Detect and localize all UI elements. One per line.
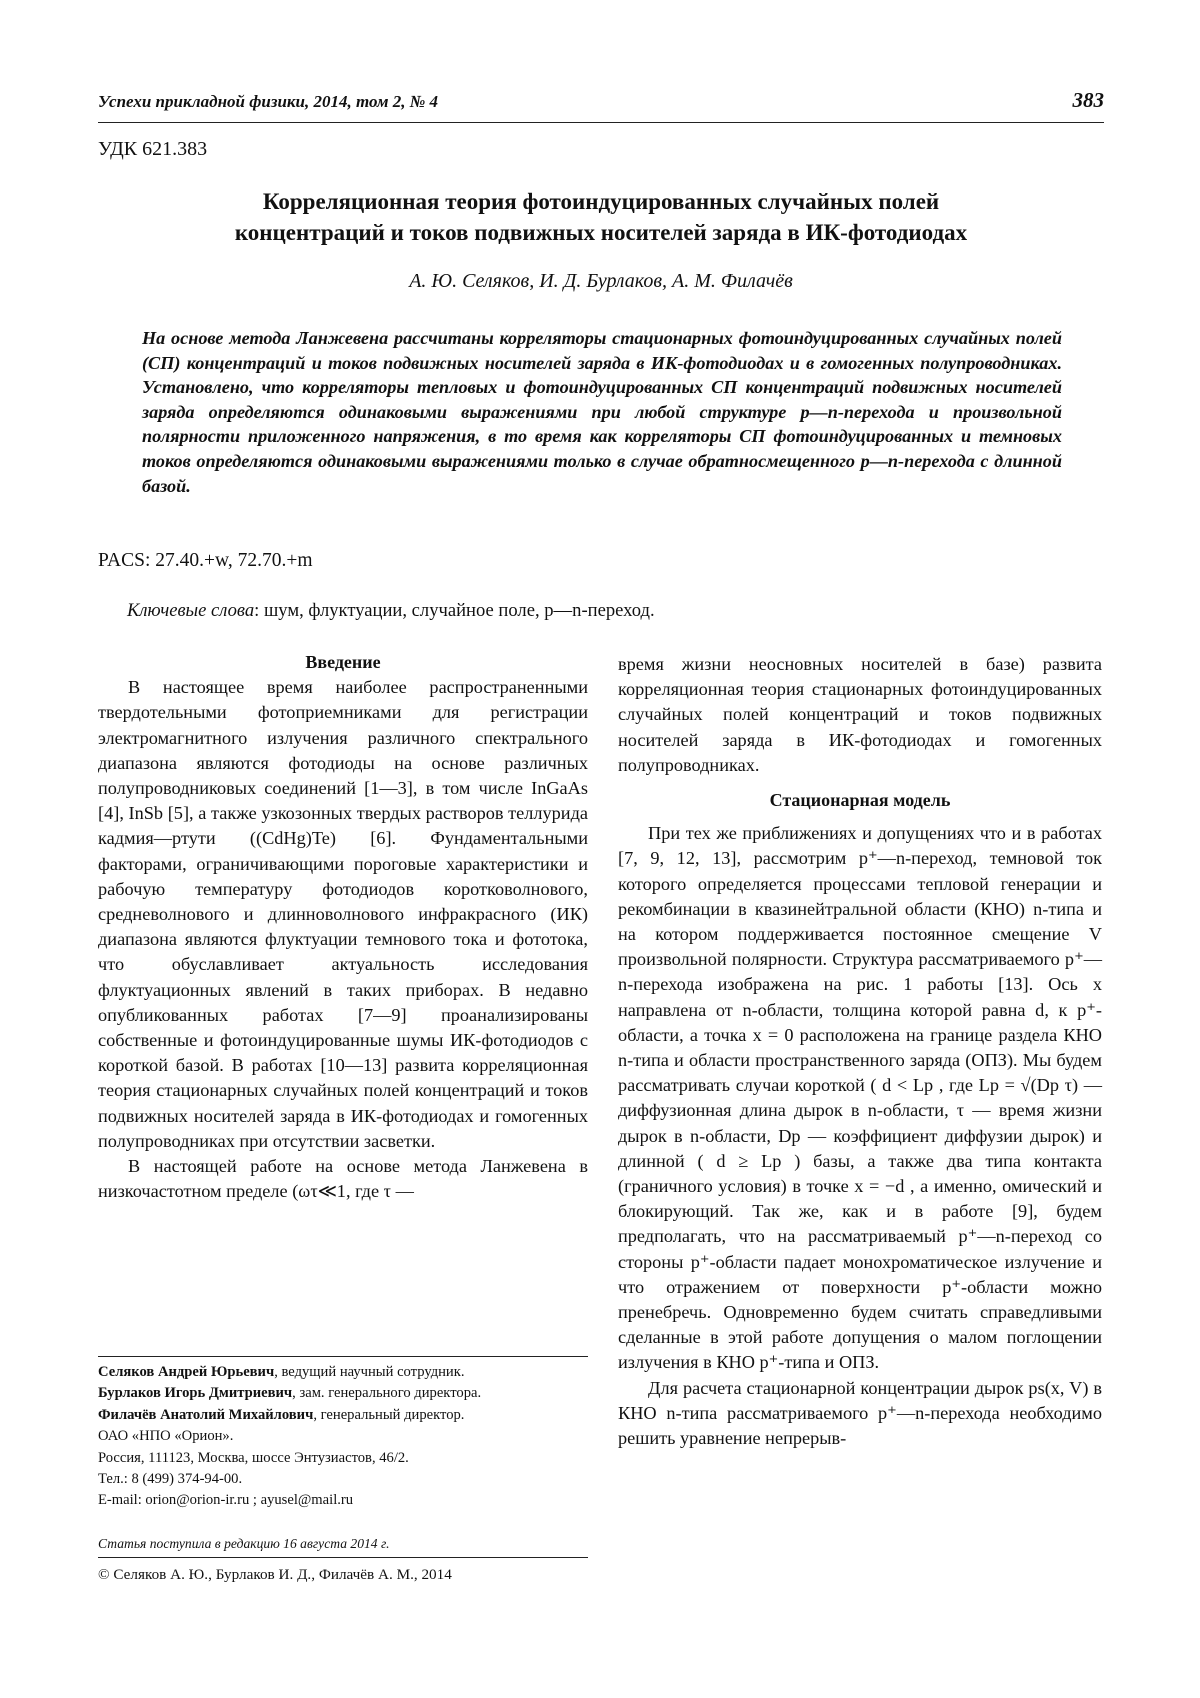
abstract [142, 326, 1062, 498]
author-1-name: Селяков Андрей Юрьевич [98, 1364, 275, 1380]
author-footnote [98, 1362, 598, 1512]
keywords-text: : шум, флуктуации, случайное поле, p—n-переход. [254, 600, 655, 621]
author-2-name: Бурлаков Игорь Дмитриевич [98, 1385, 293, 1402]
pacs-codes: PACS: 27.40.+w, 72.70.+m [98, 550, 313, 571]
article-title [98, 186, 1104, 248]
footnote-author-3 [98, 1405, 598, 1426]
footnote-email: E-mail: orion@orion-ir.ru ; ayusel@mail.ru [98, 1492, 354, 1509]
footnote-organization: ОАО «НПО «Орион». [98, 1428, 234, 1445]
author-3-role: , генеральный директор. [313, 1406, 465, 1423]
section-title-introduction: Введение [305, 652, 381, 672]
model-paragraph-1: При тех же приближениях и допущениях что и в работах [7, 9, 12, 13], рассмотрим p⁺—n-переход, темновой ток которого определяется процессами тепловой генерации и рекомбинации в квазинейтральной области (КНО) n-типа и на котором поддерживается постоянное смещение V произвольной полярности. Структура рассматриваемого p⁺—n-перехода изображена на рис. 1 работы [13]. Ось x направлена от n-области, толщина которой равна d, к p⁺-области, а точка x = 0 расположена на границе раздела КНО n-типа и области пространственного заряда (ОПЗ). Мы будем рассматривать случаи короткой ( d < Lp , где Lp = √(Dp τ) — диффузионная длина дырок в n-области, τ — время жизни дырок в n-области, Dp — коэффициент диффузии дырок) и длинной ( d ≥ Lp ) базы, а также два типа контакта (граничного условия) в точке x = −d , а именно, омический и блокирующий. Так же, как и в работе [9], будем предполагать, что на рассматриваемый p⁺—n-переход со стороны p⁺-области падает монохроматическое излучение и что отражением от поверхности p⁺-области можно пренебречь. Одновременно будем считать справедливыми сделанные в этой работе допущения о малом поглощении излучения в КНО p⁺-типа и ОПЗ. [618, 823, 1102, 1373]
model-paragraph-2: Для расчета стационарной концентрации дырок ps(x, V) в КНО n-типа рассматриваемого p⁺—n-перехода необходимо решить уравнение непрерыв- [618, 1377, 1102, 1449]
copyright-rule [98, 1557, 588, 1558]
left-column [98, 650, 588, 1204]
intro-paragraph-2: В настоящей работе на основе метода Ланжевена в низкочастотном пределе (ωτ≪1, где τ — [98, 1156, 588, 1202]
keywords-label: Ключевые слова [127, 600, 255, 621]
title-line-2: концентраций и токов подвижных носителей заряда в ИК-фотодиодах [234, 220, 968, 245]
footnote-address: Россия, 111123, Москва, шоссе Энтузиастов, 46/2. [98, 1449, 409, 1466]
running-head [98, 88, 1104, 112]
author-list: А. Ю. Селяков, И. Д. Бурлаков, А. М. Филачёв [409, 270, 793, 292]
page-number: 383 [1072, 88, 1104, 112]
title-line-1: Корреляционная теория фотоиндуцированных случайных полей [262, 189, 940, 214]
footnote-phone: Тел.: 8 (499) 374-94-00. [98, 1471, 243, 1488]
header-rule [98, 122, 1104, 123]
abstract-text: На основе метода Ланжевена рассчитаны корреляторы стационарных фотоиндуцированных случайных полей (СП) концентраций и токов подвижных носителей заряда в ИК-фотодиодах и в гомогенных полупроводниках. Установлено, что корреляторы тепловых и фотоиндуцированных СП концентраций подвижных носителей заряда определяются одинаковыми выражениями при любой структуре p—n-перехода и произвольной полярности приложенного напряжения, в то время как корреляторы СП фотоиндуцированных и темновых токов определяются одинаковыми выражениями только в случае обратносмещенного p—n-перехода с длинной базой. [142, 328, 1062, 496]
footnote-author-2 [98, 1383, 598, 1404]
footnote-rule [98, 1356, 588, 1357]
keywords [127, 600, 655, 622]
udk-code: УДК 621.383 [98, 138, 208, 160]
intro-paragraph-2-continued: время жизни неосновных носителей в базе) развита корреляционная теория стационарных фотоиндуцированных случайных полей концентраций и токов подвижных носителей заряда в ИК-фотодиодах и гомогенных полупроводниках. [618, 654, 1102, 775]
author-2-role: , зам. генерального директора. [292, 1385, 482, 1402]
copyright: © Селяков А. Ю., Бурлаков И. Д., Филачёв А. М., 2014 [98, 1566, 452, 1583]
section-title-stationary-model: Стационарная модель [769, 790, 951, 811]
journal-citation: Успехи прикладной физики, 2014, том 2, № 4 [98, 92, 439, 111]
right-column [618, 652, 1102, 1451]
author-1-role: , ведущий научный сотрудник. [274, 1364, 465, 1380]
author-3-name: Филачёв Анатолий Михайлович [98, 1406, 314, 1423]
intro-paragraph-1: В настоящее время наиболее распространенными твердотельными фотоприемниками для регистрации электромагнитного излучения различного спектрального диапазона являются фотодиоды на основе различных полупроводниковых соединений [1—3], в том числе InGaAs [4], InSb [5], а также узкозонных твердых растворов теллурида кадмия—ртути ((CdHg)Te) [6]. Фундаментальными факторами, ограничивающими пороговые характеристики и рабочую температуру фотодиодов коротковолнового, средневолнового и длинноволнового инфракрасного (ИК) диапазона являются флуктуации темнового тока и фототока, что обуславливает актуальность исследования флуктуационных явлений в таких приборах. В недавно опубликованных работах [7—9] проанализированы собственные и фотоиндуцированные шумы ИК-фотодиодов с короткой базой. В работах [10—13] развита корреляционная теория стационарных случайных полей концентраций и токов подвижных носителей заряда в ИК-фотодиодах и гомогенных полупроводниках при отсутствии засветки. [98, 677, 588, 1151]
footnote-author-1 [98, 1362, 598, 1383]
received-date: Статья поступила в редакцию 16 августа 2014 г. [98, 1536, 390, 1551]
